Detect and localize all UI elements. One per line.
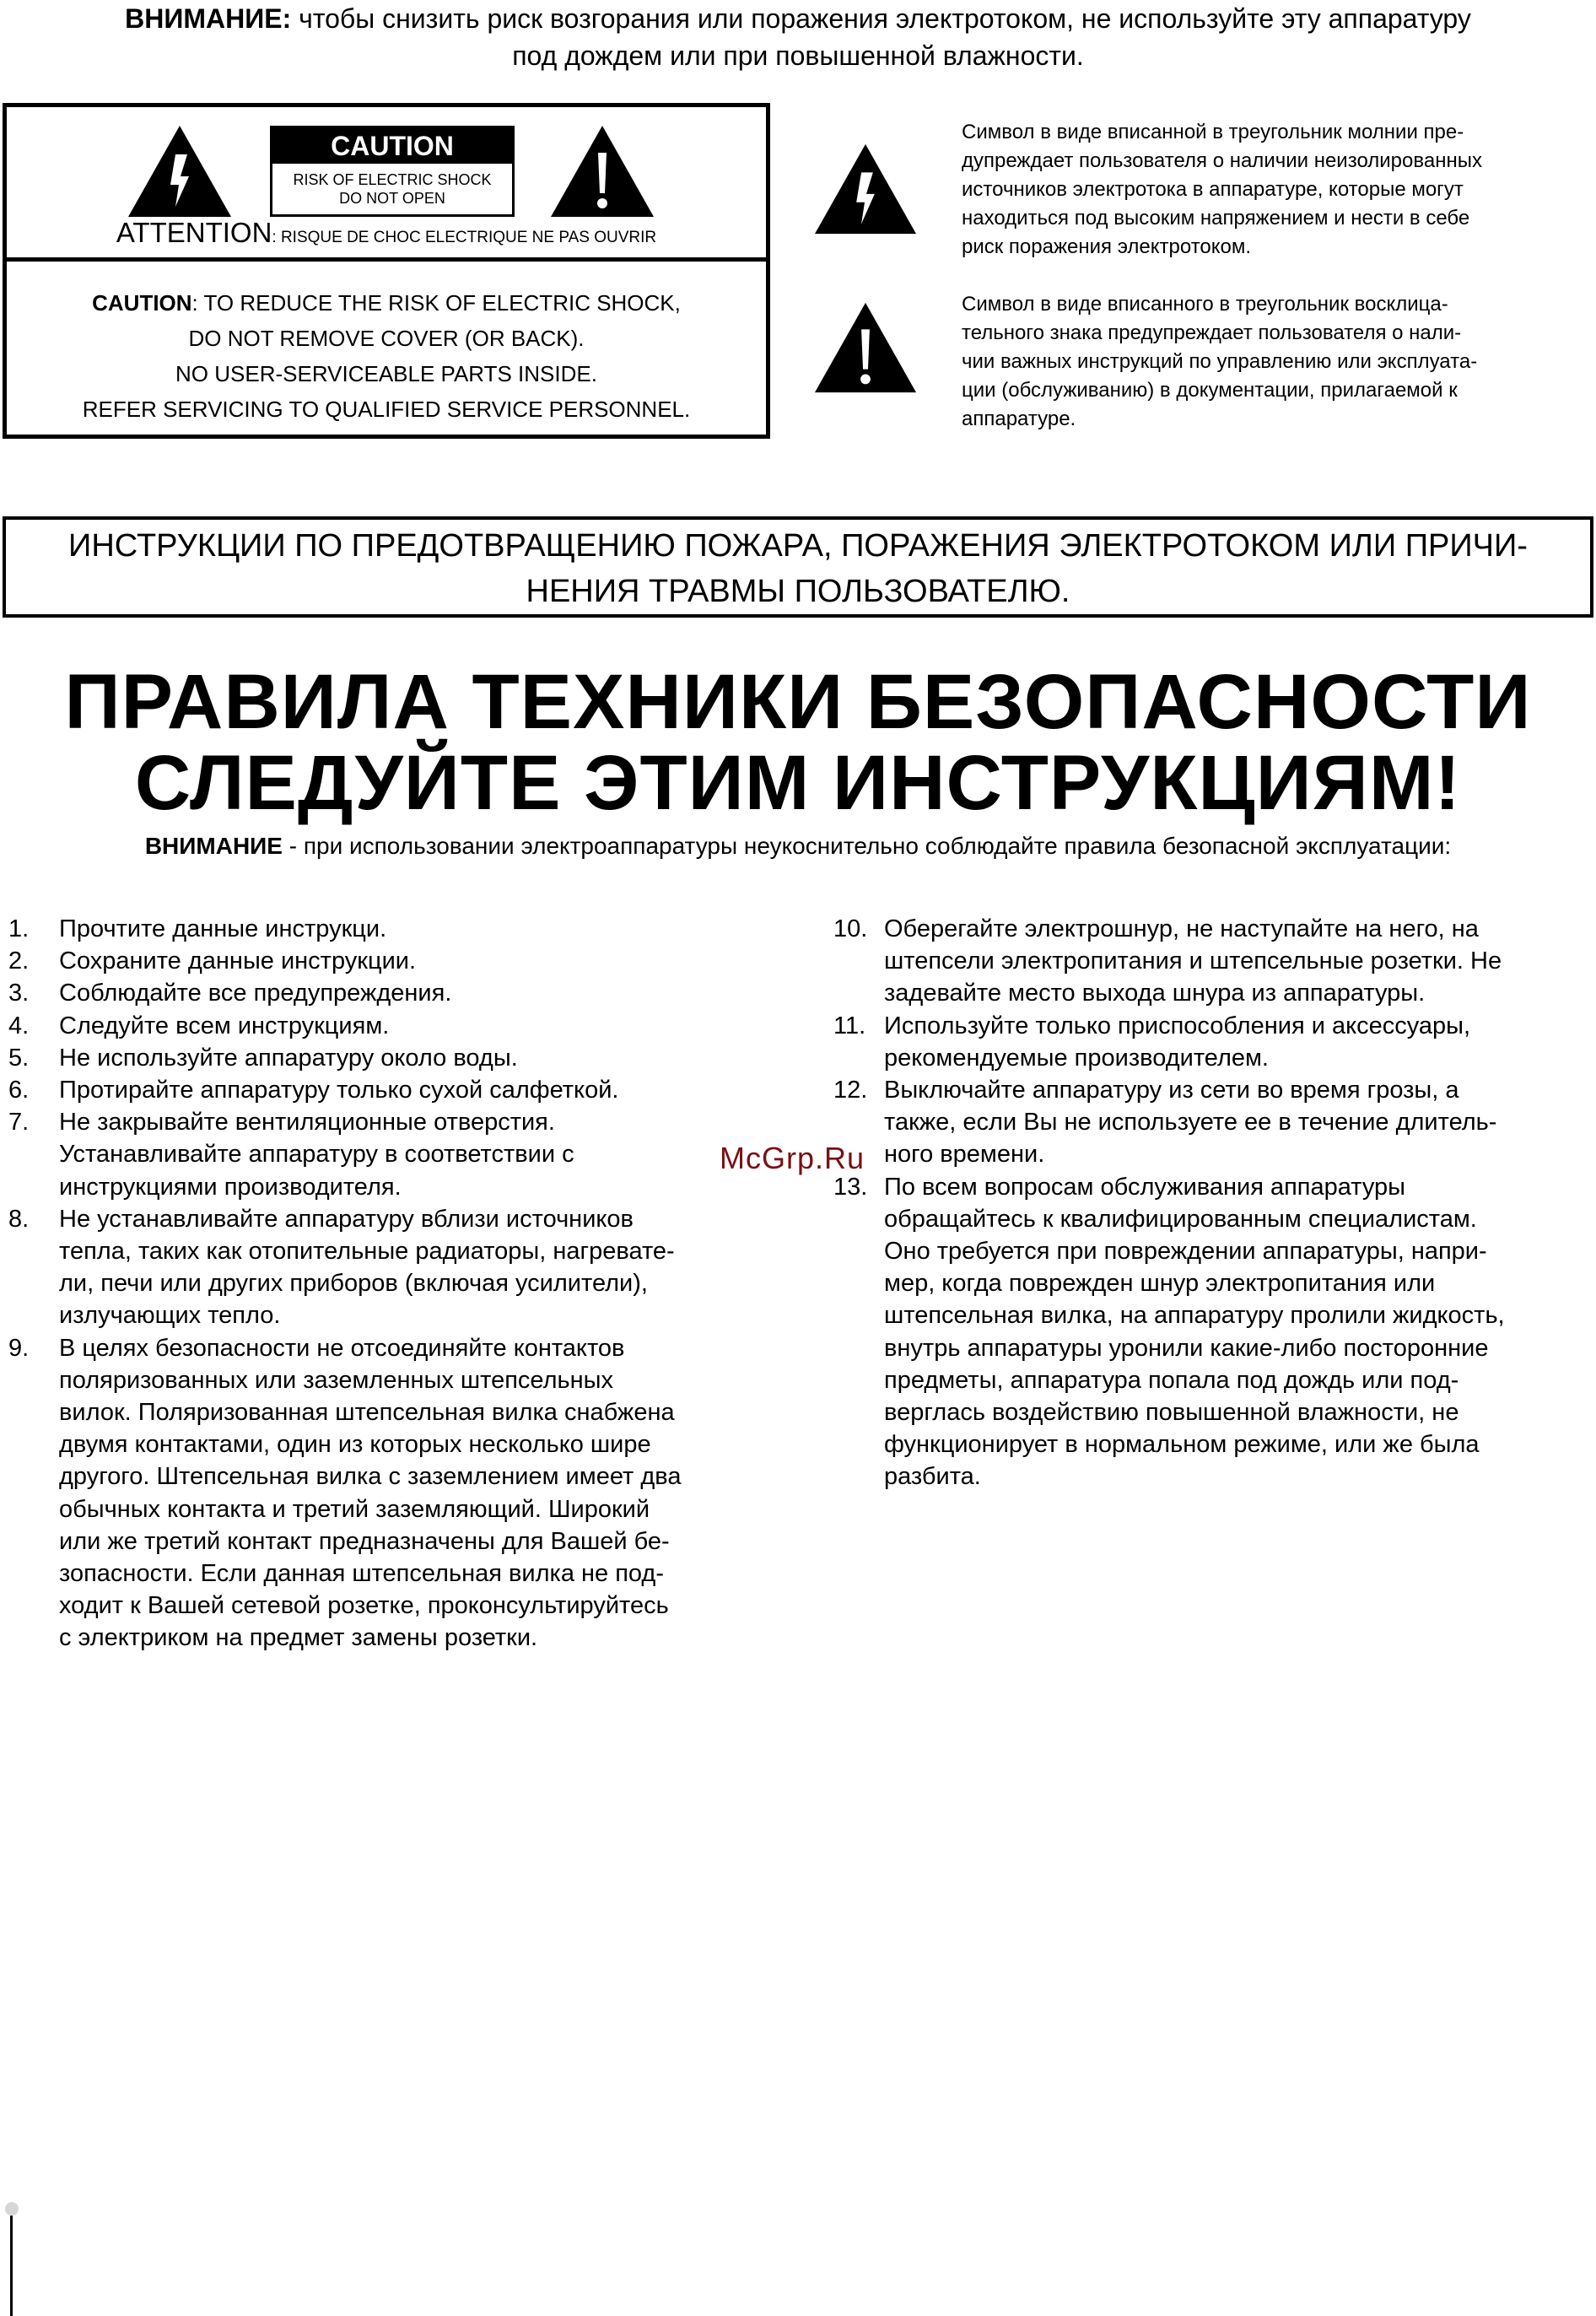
list-item-text: Не используйте аппаратуру около воды. xyxy=(59,1044,518,1072)
list-item xyxy=(8,913,768,945)
lightning-warning-icon xyxy=(127,124,233,219)
attention-text: : RISQUE DE CHOC ELECTRIQUE NE PAS OUVRIR xyxy=(272,229,657,246)
list-item-text: По всем вопросам обслуживания аппаратуры обращайтесь к квалифицированным специалистам. Оно требуется при повреждении аппаратуры, напри- мер, когда поврежден шнур электропитания или штепсельная вилка, на аппаратуру пролили жидкость, внутрь аппаратуры уронили какие-либо посторонние предметы, аппаратура попала под дождь или под- верглась воздействию повышенной влажности, не функционирует в нормальном режиме, или же была разбита. xyxy=(884,1173,1505,1491)
list-item xyxy=(8,1042,768,1074)
list-item-number: 12. xyxy=(833,1077,868,1104)
list-item xyxy=(833,1074,1593,1171)
attention-word: ATTENTION xyxy=(116,217,272,248)
list-item-number: 4. xyxy=(8,1012,30,1039)
page-title-line1: ПРАВИЛА ТЕХНИКИ БЕЗОПАСНОСТИ xyxy=(64,659,1532,745)
exclamation-symbol-description: Символ в виде вписанного в треугольник восклица- тельного знака предупреждает пользователя о нали- чии важных инструкций по управлению или эксплуата- ции (обслуживанию) в документации, прилагаемой к аппаратуре. xyxy=(962,293,1478,430)
list-item-text: Не закрывайте вентиляционные отверстия. Устанавливайте аппаратуру в соответствии с инструкциями производителя. xyxy=(59,1109,574,1201)
list-item-text: Прочтите данные инструкци. xyxy=(59,915,387,942)
list-item xyxy=(8,1010,768,1042)
list-item-number: 10. xyxy=(833,915,868,942)
list-item-text: Сохраните данные инструкции. xyxy=(59,947,417,975)
top-warning-text: чтобы снизить риск возгорания или поражения электротоком, не используйте эту аппаратуру xyxy=(291,3,1471,34)
caution-body-line2: DO NOT REMOVE COVER (OR BACK). xyxy=(188,326,585,351)
caution-body-text: : TO REDUCE THE RISK OF ELECTRIC SHOCK, xyxy=(191,290,681,316)
top-warning xyxy=(0,0,1596,74)
list-item-number: 2. xyxy=(8,947,30,975)
list-item-text: Соблюдайте все предупреждения. xyxy=(59,980,452,1007)
notice-label: ВНИМАНИЕ xyxy=(144,833,283,859)
lightning-symbol-description: Символ в виде вписанной в треугольник молнии пре- дупреждает пользователя о наличии неизолированных источников электротока в аппаратуре, которые могут находиться под высоким напряжением и нести в себе риск поражения электротоком. xyxy=(962,121,1482,258)
notice-line xyxy=(0,831,1596,861)
top-warning-line1 xyxy=(0,0,1596,37)
list-item-text: Используйте только приспособления и аксессуары, рекомендуемые производителем. xyxy=(884,1012,1471,1072)
safety-list-right xyxy=(833,913,1593,1493)
list-item xyxy=(8,977,768,1009)
list-item xyxy=(8,1106,768,1203)
caution-box-header xyxy=(7,107,766,262)
caution-label-do-not-open: DO NOT OPEN xyxy=(339,190,445,207)
watermark: McGrp.Ru xyxy=(720,1141,865,1175)
caution-box xyxy=(3,103,770,439)
list-item-text: Следуйте всем инструкциям. xyxy=(59,1012,390,1039)
caution-body-label: CAUTION xyxy=(92,290,192,316)
top-warning-line2: под дождем или при повышенной влажности. xyxy=(512,40,1084,71)
list-item-number: 8. xyxy=(8,1205,30,1233)
exclamation-warning-icon xyxy=(549,124,655,219)
exclamation-symbol-icon xyxy=(813,300,918,395)
lightning-symbol-icon xyxy=(813,142,918,236)
list-item-number: 1. xyxy=(8,915,30,942)
list-item-number: 6. xyxy=(8,1077,30,1104)
caution-label xyxy=(270,126,515,217)
list-item xyxy=(8,1074,768,1106)
list-item xyxy=(833,1171,1593,1493)
safety-list-left xyxy=(8,913,768,1655)
caution-label-title: CAUTION xyxy=(272,128,512,164)
instructions-heading-box xyxy=(3,516,1593,618)
caution-label-risk: RISK OF ELECTRIC SHOCK xyxy=(293,171,492,188)
notice-text: - при использовании электроаппаратуры неукоснительно соблюдайте правила безопасной эксплуатации: xyxy=(282,833,1452,859)
list-item-number: 13. xyxy=(833,1173,868,1201)
list-item xyxy=(8,945,768,977)
list-item xyxy=(833,1010,1593,1074)
attention-line xyxy=(7,217,766,249)
instructions-heading-line2: НЕНИЯ ТРАВМЫ ПОЛЬЗОВАТЕЛЮ. xyxy=(526,574,1070,609)
page-title-line2: СЛЕДУЙТЕ ЭТИМ ИНСТРУКЦИЯМ! xyxy=(134,740,1462,826)
list-item-text: Выключайте аппаратуру из сети во время грозы, а также, если Вы не используете ее в течение длитель- ного времени. xyxy=(884,1077,1497,1169)
caution-body-line4: REFER SERVICING TO QUALIFIED SERVICE PERSONNEL. xyxy=(82,397,691,422)
list-item-number: 11. xyxy=(833,1012,866,1039)
instructions-heading-line1: ИНСТРУКЦИИ ПО ПРЕДОТВРАЩЕНИЮ ПОЖАРА, ПОРАЖЕНИЯ ЭЛЕКТРОТОКОМ ИЛИ ПРИЧИ- xyxy=(68,528,1528,564)
list-item-text: Оберегайте электрошнур, не наступайте на него, на штепсели электропитания и штепсельные розетки. Не задевайте место выхода шнура из аппаратуры. xyxy=(884,915,1502,1007)
list-item-text: Протирайте аппаратуру только сухой салфеткой. xyxy=(59,1077,619,1104)
list-item-number: 9. xyxy=(8,1334,30,1362)
list-item-text: В целях безопасности не отсоединяйте контактов поляризованных или заземленных штепсельных вилок. Поляризованная штепсельная вилка снабжена двумя контактами, один из которых несколько шире другого. Штепсельная вилка с заземлением имеет два обычных контакта и третий заземляющий. Широкий или же третий контакт предназначены для Вашей бе- зопасности. Если данная штепсельная вилка не под- ходит к Вашей сетевой розетке, проконсультируйтесь с электриком на предмет замены розетки. xyxy=(59,1334,682,1652)
list-item-number: 5. xyxy=(8,1044,30,1072)
list-item-text: Не устанавливайте аппаратуру вблизи источников тепла, таких как отопительные радиаторы, нагревате- ли, печи или других приборов (включая усилители), излучающих тепло. xyxy=(59,1205,675,1330)
caution-body-line1 xyxy=(7,285,766,321)
list-item xyxy=(833,913,1593,1010)
top-warning-label: ВНИМАНИЕ: xyxy=(125,3,292,34)
list-item xyxy=(8,1332,768,1655)
margin-dot xyxy=(5,2202,19,2216)
caution-body-line3: NO USER-SERVICEABLE PARTS INSIDE. xyxy=(175,361,597,386)
list-item-number: 7. xyxy=(8,1109,30,1136)
list-item xyxy=(8,1203,768,1332)
list-item-number: 3. xyxy=(8,980,30,1007)
margin-line xyxy=(10,2216,13,2316)
caution-box-body xyxy=(7,262,766,435)
